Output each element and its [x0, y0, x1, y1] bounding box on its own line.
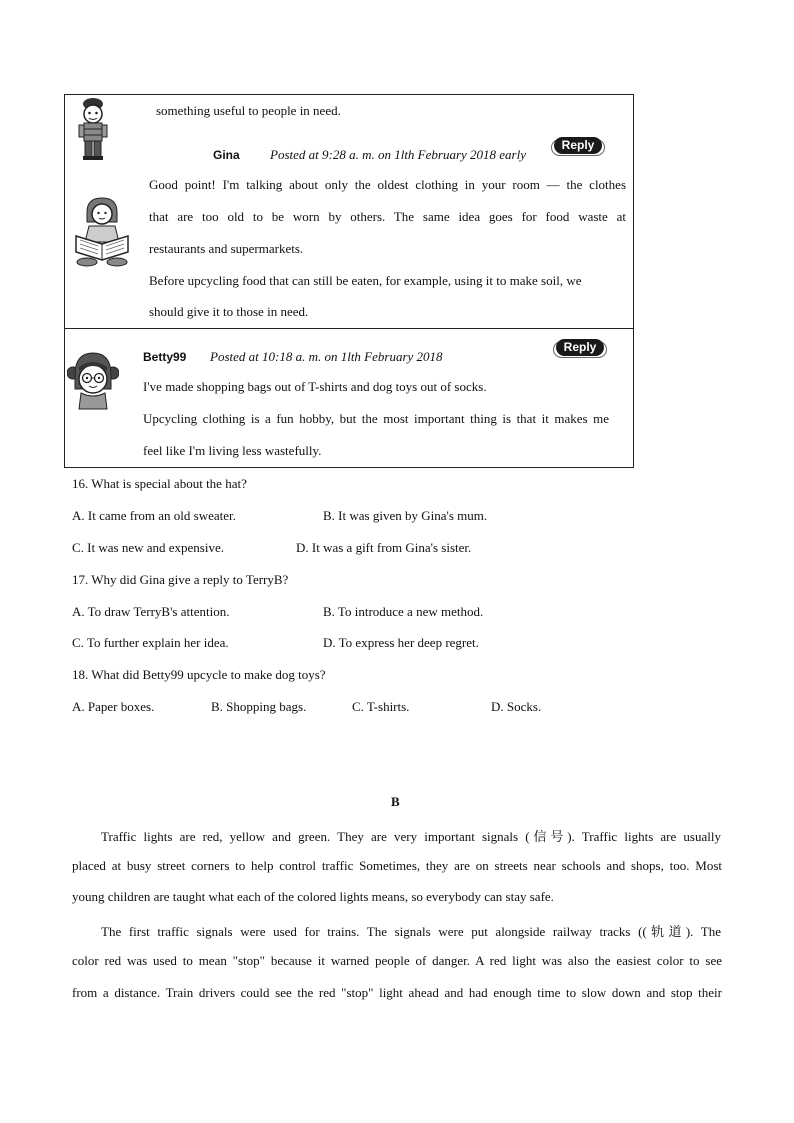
question-17-option-b[interactable]: B. To introduce a new method.: [323, 604, 484, 619]
question-16-stem: 16. What is special about the hat?: [72, 476, 247, 491]
question-18-option-d[interactable]: D. Socks.: [491, 699, 542, 714]
para1-line-3: young children are taught what each of the colored lights means, so everybody can stay safe.: [72, 889, 554, 904]
section-b-heading: B: [391, 794, 400, 809]
question-18-stem: 18. What did Betty99 upcycle to make dog toys?: [72, 667, 326, 682]
question-17-option-c[interactable]: C. To further explain her idea.: [72, 635, 229, 650]
forum-top-line: something useful to people in need.: [156, 103, 341, 118]
para1-line-2: placed at busy street corners to help control traffic Sometimes, they are on streets near schools and shops, too. Most: [72, 858, 722, 873]
betty-reply-button[interactable]: [553, 338, 607, 358]
forum-divider: [64, 328, 634, 329]
para2-line-3: from a distance. Train drivers could see the red "stop" light ahead and had enough time to slow down and stop their: [72, 985, 722, 1000]
betty-line-3: feel like I'm living less wastefully.: [143, 443, 322, 458]
question-16-option-a[interactable]: A. It came from an old sweater.: [72, 508, 236, 523]
gina-line-4: Before upcycling food that can still be eaten, for example, using it to make soil, we: [149, 273, 582, 288]
question-16-option-b[interactable]: B. It was given by Gina's mum.: [323, 508, 488, 523]
betty-line-1: I've made shopping bags out of T-shirts and dog toys out of socks.: [143, 379, 487, 394]
gina-name: Gina: [213, 148, 240, 162]
question-17-option-d[interactable]: D. To express her deep regret.: [323, 635, 479, 650]
betty-posted-time: Posted at 10:18 a. m. on 1lth February 2018: [210, 349, 443, 364]
boy-avatar-icon: [74, 96, 112, 162]
gina-line-2: that are too old to be worn by others. The same idea goes for food waste at: [149, 209, 626, 224]
gina-reply-button[interactable]: [551, 136, 605, 156]
gina-line-1: Good point! I'm talking about only the oldest clothing in your room — the clothes: [149, 177, 626, 192]
question-18-option-b[interactable]: B. Shopping bags.: [211, 699, 307, 714]
gina-line-3: restaurants and supermarkets.: [149, 241, 304, 256]
question-17-stem: 17. Why did Gina give a reply to TerryB?: [72, 572, 289, 587]
betty-name: Betty99: [143, 350, 187, 364]
para2-line-1: The first traffic signals were used for trains. The signals were put alongside railway tracks ((轨道). The: [101, 924, 721, 939]
question-16-option-c[interactable]: C. It was new and expensive.: [72, 540, 224, 555]
reply-button-label: Reply: [556, 339, 604, 356]
question-16-option-d[interactable]: D. It was a gift from Gina's sister.: [296, 540, 472, 555]
gina-posted-time: Posted at 9:28 a. m. on 1lth February 2018 early: [270, 147, 526, 162]
question-17-option-a[interactable]: A. To draw TerryB's attention.: [72, 604, 230, 619]
betty-avatar-icon: [67, 349, 119, 411]
question-18-option-c[interactable]: C. T-shirts.: [352, 699, 410, 714]
gina-avatar-icon: [73, 196, 131, 268]
gina-line-5: should give it to those in need.: [149, 304, 309, 319]
betty-line-2: Upcycling clothing is a fun hobby, but the most important thing is that it makes me: [143, 411, 609, 426]
para2-line-2: color red was used to mean "stop" because it warned people of danger. A red light was also the easiest color to see: [72, 953, 722, 968]
question-18-option-a[interactable]: A. Paper boxes.: [72, 699, 155, 714]
para1-line-1: Traffic lights are red, yellow and green. They are very important signals (信号). Traffic lights are usually: [101, 829, 721, 844]
reply-button-label: Reply: [554, 137, 602, 154]
